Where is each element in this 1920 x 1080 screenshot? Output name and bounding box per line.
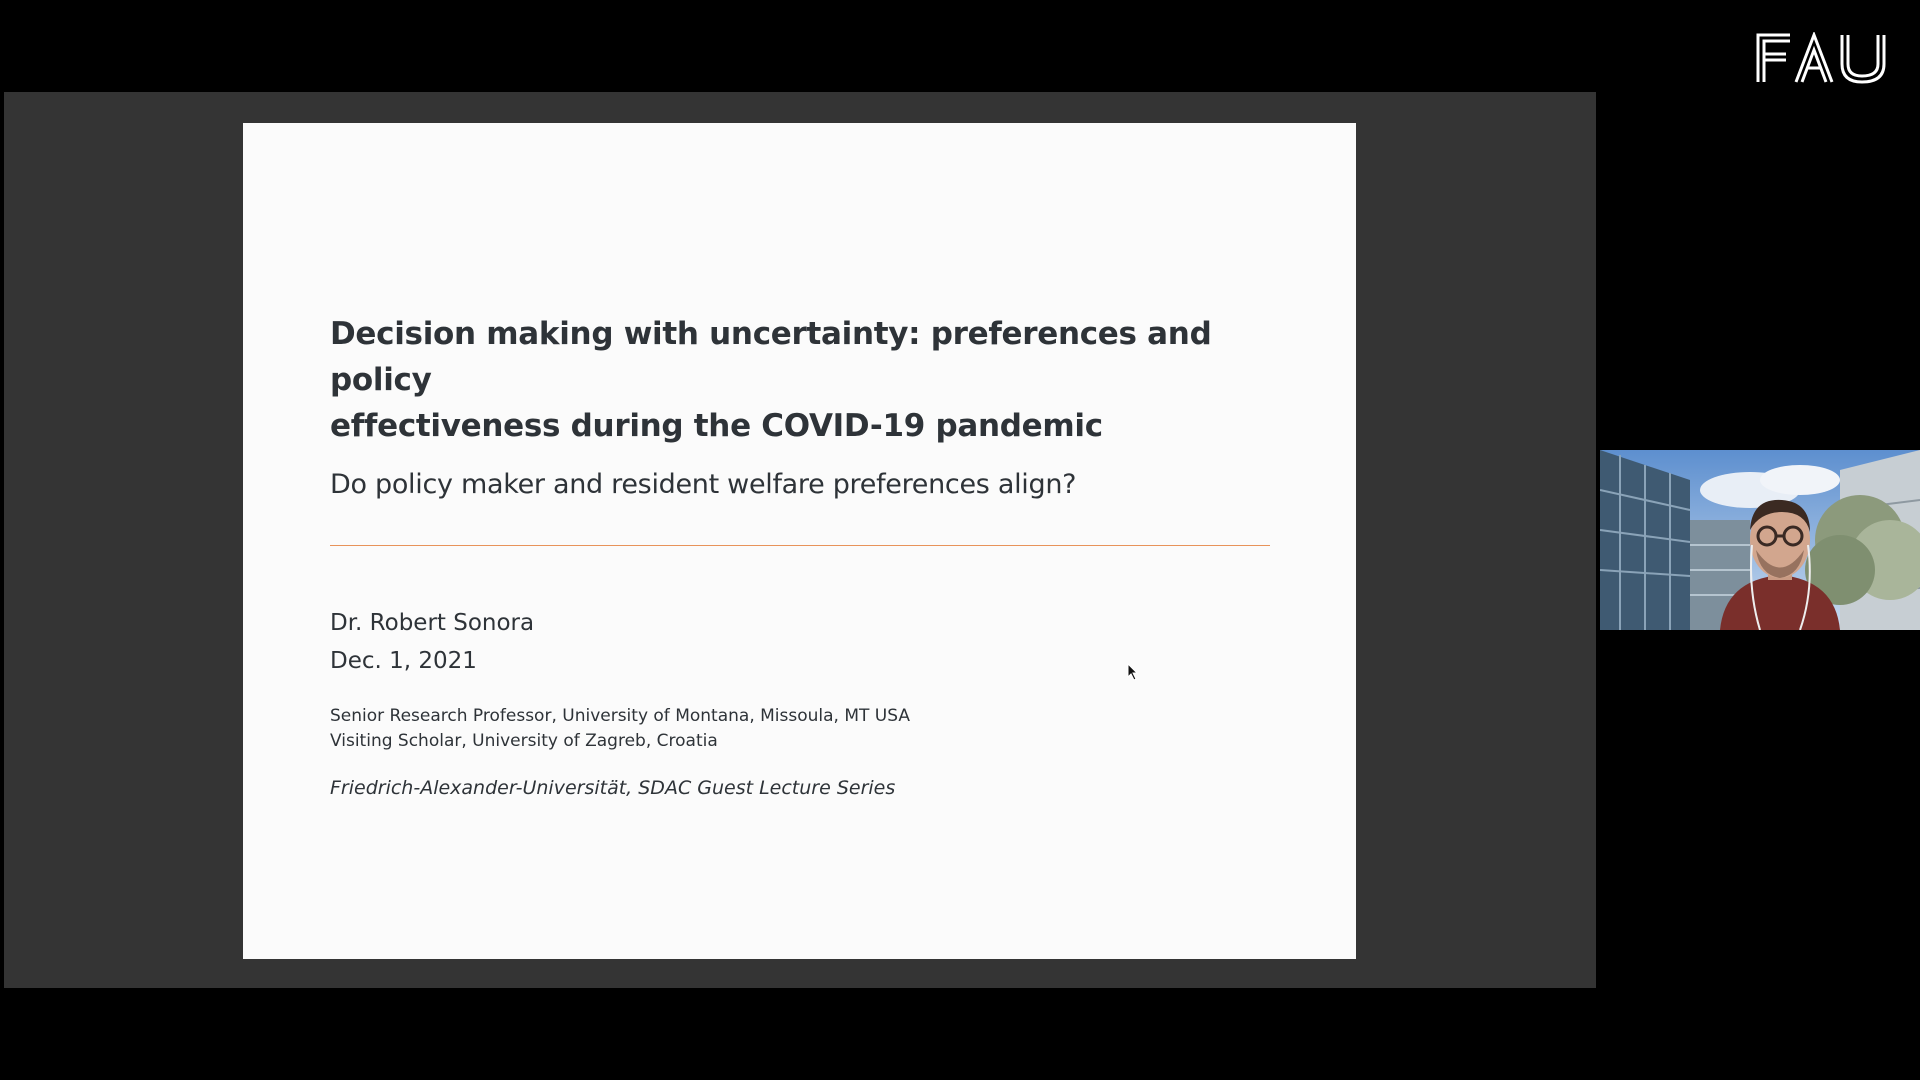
author-name: Dr. Robert Sonora xyxy=(330,610,535,636)
affiliation-line-1: Senior Research Professor, University of Montana, Missoula, MT USA xyxy=(330,706,910,726)
slide-title-line-1: Decision making with uncertainty: preferences and policy xyxy=(330,316,1212,398)
slide-content xyxy=(330,311,1270,802)
event-name: Friedrich-Alexander-Universität, SDAC Guest Lecture Series xyxy=(330,777,896,799)
affiliations xyxy=(330,704,1270,754)
title-divider xyxy=(330,545,1270,546)
slide-title-line-2: effectiveness during the COVID-19 pandemic xyxy=(330,408,1103,444)
presenter-video-icon[interactable] xyxy=(1600,450,1920,630)
presentation-date: Dec. 1, 2021 xyxy=(330,648,477,674)
fau-logo-icon xyxy=(1754,32,1890,84)
slide-title xyxy=(330,311,1270,449)
affiliation-line-2: Visiting Scholar, University of Zagreb, Croatia xyxy=(330,731,718,751)
presentation-slide xyxy=(243,123,1356,959)
slide-subtitle: Do policy maker and resident welfare preferences align? xyxy=(330,469,1077,500)
mouse-pointer-icon xyxy=(1127,663,1141,681)
